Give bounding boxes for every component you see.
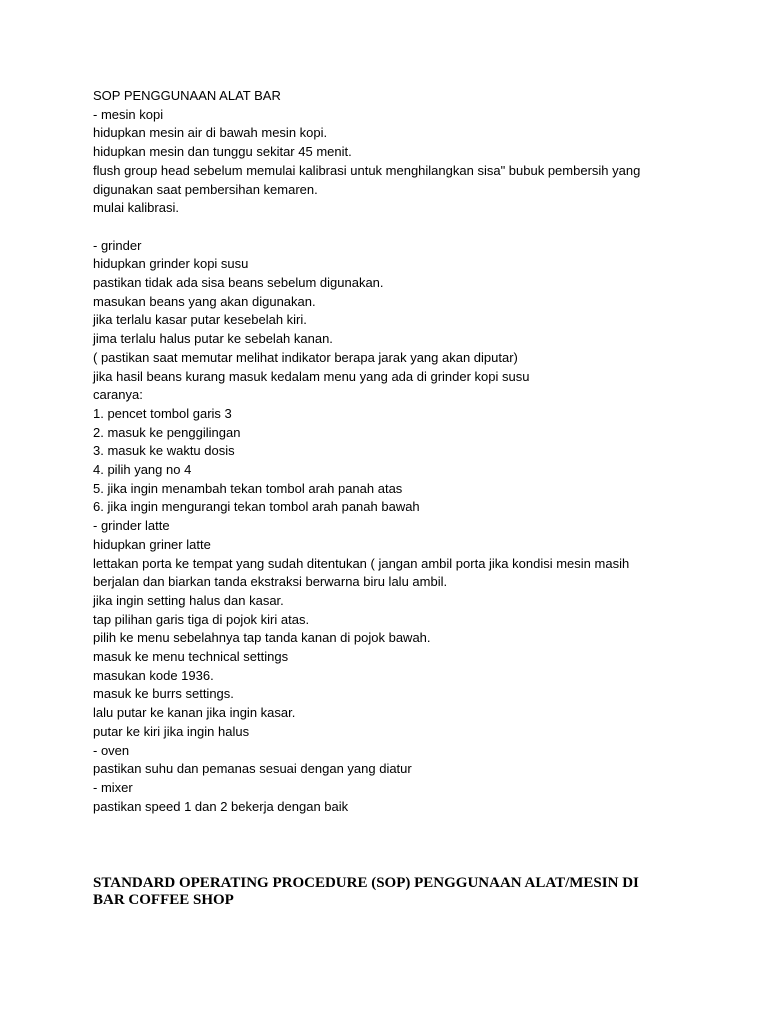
text-line: lalu putar ke kanan jika ingin kasar.	[93, 705, 296, 721]
text-line: masukan beans yang akan digunakan.	[93, 293, 316, 309]
section-header: - grinder	[93, 237, 142, 253]
list-item: 3. masuk ke waktu dosis	[93, 443, 235, 459]
section-header: - grinder latte	[93, 518, 170, 534]
text-line: jima terlalu halus putar ke sebelah kanan.	[93, 331, 333, 347]
text-line: hidupkan mesin dan tunggu sekitar 45 menit.	[93, 144, 352, 160]
text-line: pastikan suhu dan pemanas sesuai dengan yang diatur	[93, 761, 412, 777]
blank-line	[93, 218, 693, 237]
document-title: SOP PENGGUNAAN ALAT BAR	[93, 88, 281, 103]
text-line: hidupkan grinder kopi susu	[93, 256, 249, 272]
list-item: 4. pilih yang no 4	[93, 462, 192, 478]
list-item: 6. jika ingin mengurangi tekan tombol arah panah bawah	[93, 499, 420, 515]
list-item: 1. pencet tombol garis 3	[93, 405, 232, 421]
text-line: ( pastikan saat memutar melihat indikator berapa jarak yang akan diputar)	[93, 349, 518, 365]
heading-line: BAR COFFEE SHOP	[93, 892, 234, 908]
list-item: 2. masuk ke penggilingan	[93, 424, 241, 440]
text-line: caranya:	[93, 387, 143, 403]
text-line: masukan kode 1936.	[93, 667, 214, 683]
section-header: - oven	[93, 742, 130, 758]
text-line: pastikan speed 1 dan 2 bekerja dengan baik	[93, 798, 349, 814]
text-line: hidupkan mesin air di bawah mesin kopi.	[93, 125, 328, 141]
document-heading	[93, 875, 693, 909]
list-item: 5. jika ingin menambah tekan tombol arah panah atas	[93, 480, 403, 496]
text-line: flush group head sebelum memulai kalibrasi untuk menghilangkan sisa" bubuk pembersih yang	[93, 162, 641, 178]
document-body	[93, 87, 693, 816]
text-line: jika hasil beans kurang masuk kedalam menu yang ada di grinder kopi susu	[93, 368, 530, 384]
text-line: hidupkan griner latte	[93, 536, 211, 552]
text-line: lettakan porta ke tempat yang sudah ditentukan ( jangan ambil porta jika kondisi mesin masih	[93, 555, 630, 571]
text-line: mulai kalibrasi.	[93, 200, 179, 216]
text-line: tap pilihan garis tiga di pojok kiri atas.	[93, 611, 310, 627]
text-line: berjalan dan biarkan tanda ekstraksi berwarna biru lalu ambil.	[93, 574, 448, 590]
text-line: jika ingin setting halus dan kasar.	[93, 592, 284, 608]
text-line: digunakan saat pembersihan kemaren.	[93, 181, 318, 197]
text-line: pastikan tidak ada sisa beans sebelum digunakan.	[93, 275, 384, 291]
section-header: - mesin kopi	[93, 106, 164, 122]
heading-line: STANDARD OPERATING PROCEDURE (SOP) PENGGUNAAN ALAT/MESIN DI	[93, 875, 639, 891]
section-header: - mixer	[93, 780, 133, 795]
text-line: putar ke kiri jika ingin halus	[93, 723, 250, 739]
text-line: masuk ke menu technical settings	[93, 649, 289, 665]
text-line: pilih ke menu sebelahnya tap tanda kanan di pojok bawah.	[93, 630, 431, 646]
text-line: masuk ke burrs settings.	[93, 686, 234, 702]
text-line: jika terlalu kasar putar kesebelah kiri.	[93, 312, 307, 328]
